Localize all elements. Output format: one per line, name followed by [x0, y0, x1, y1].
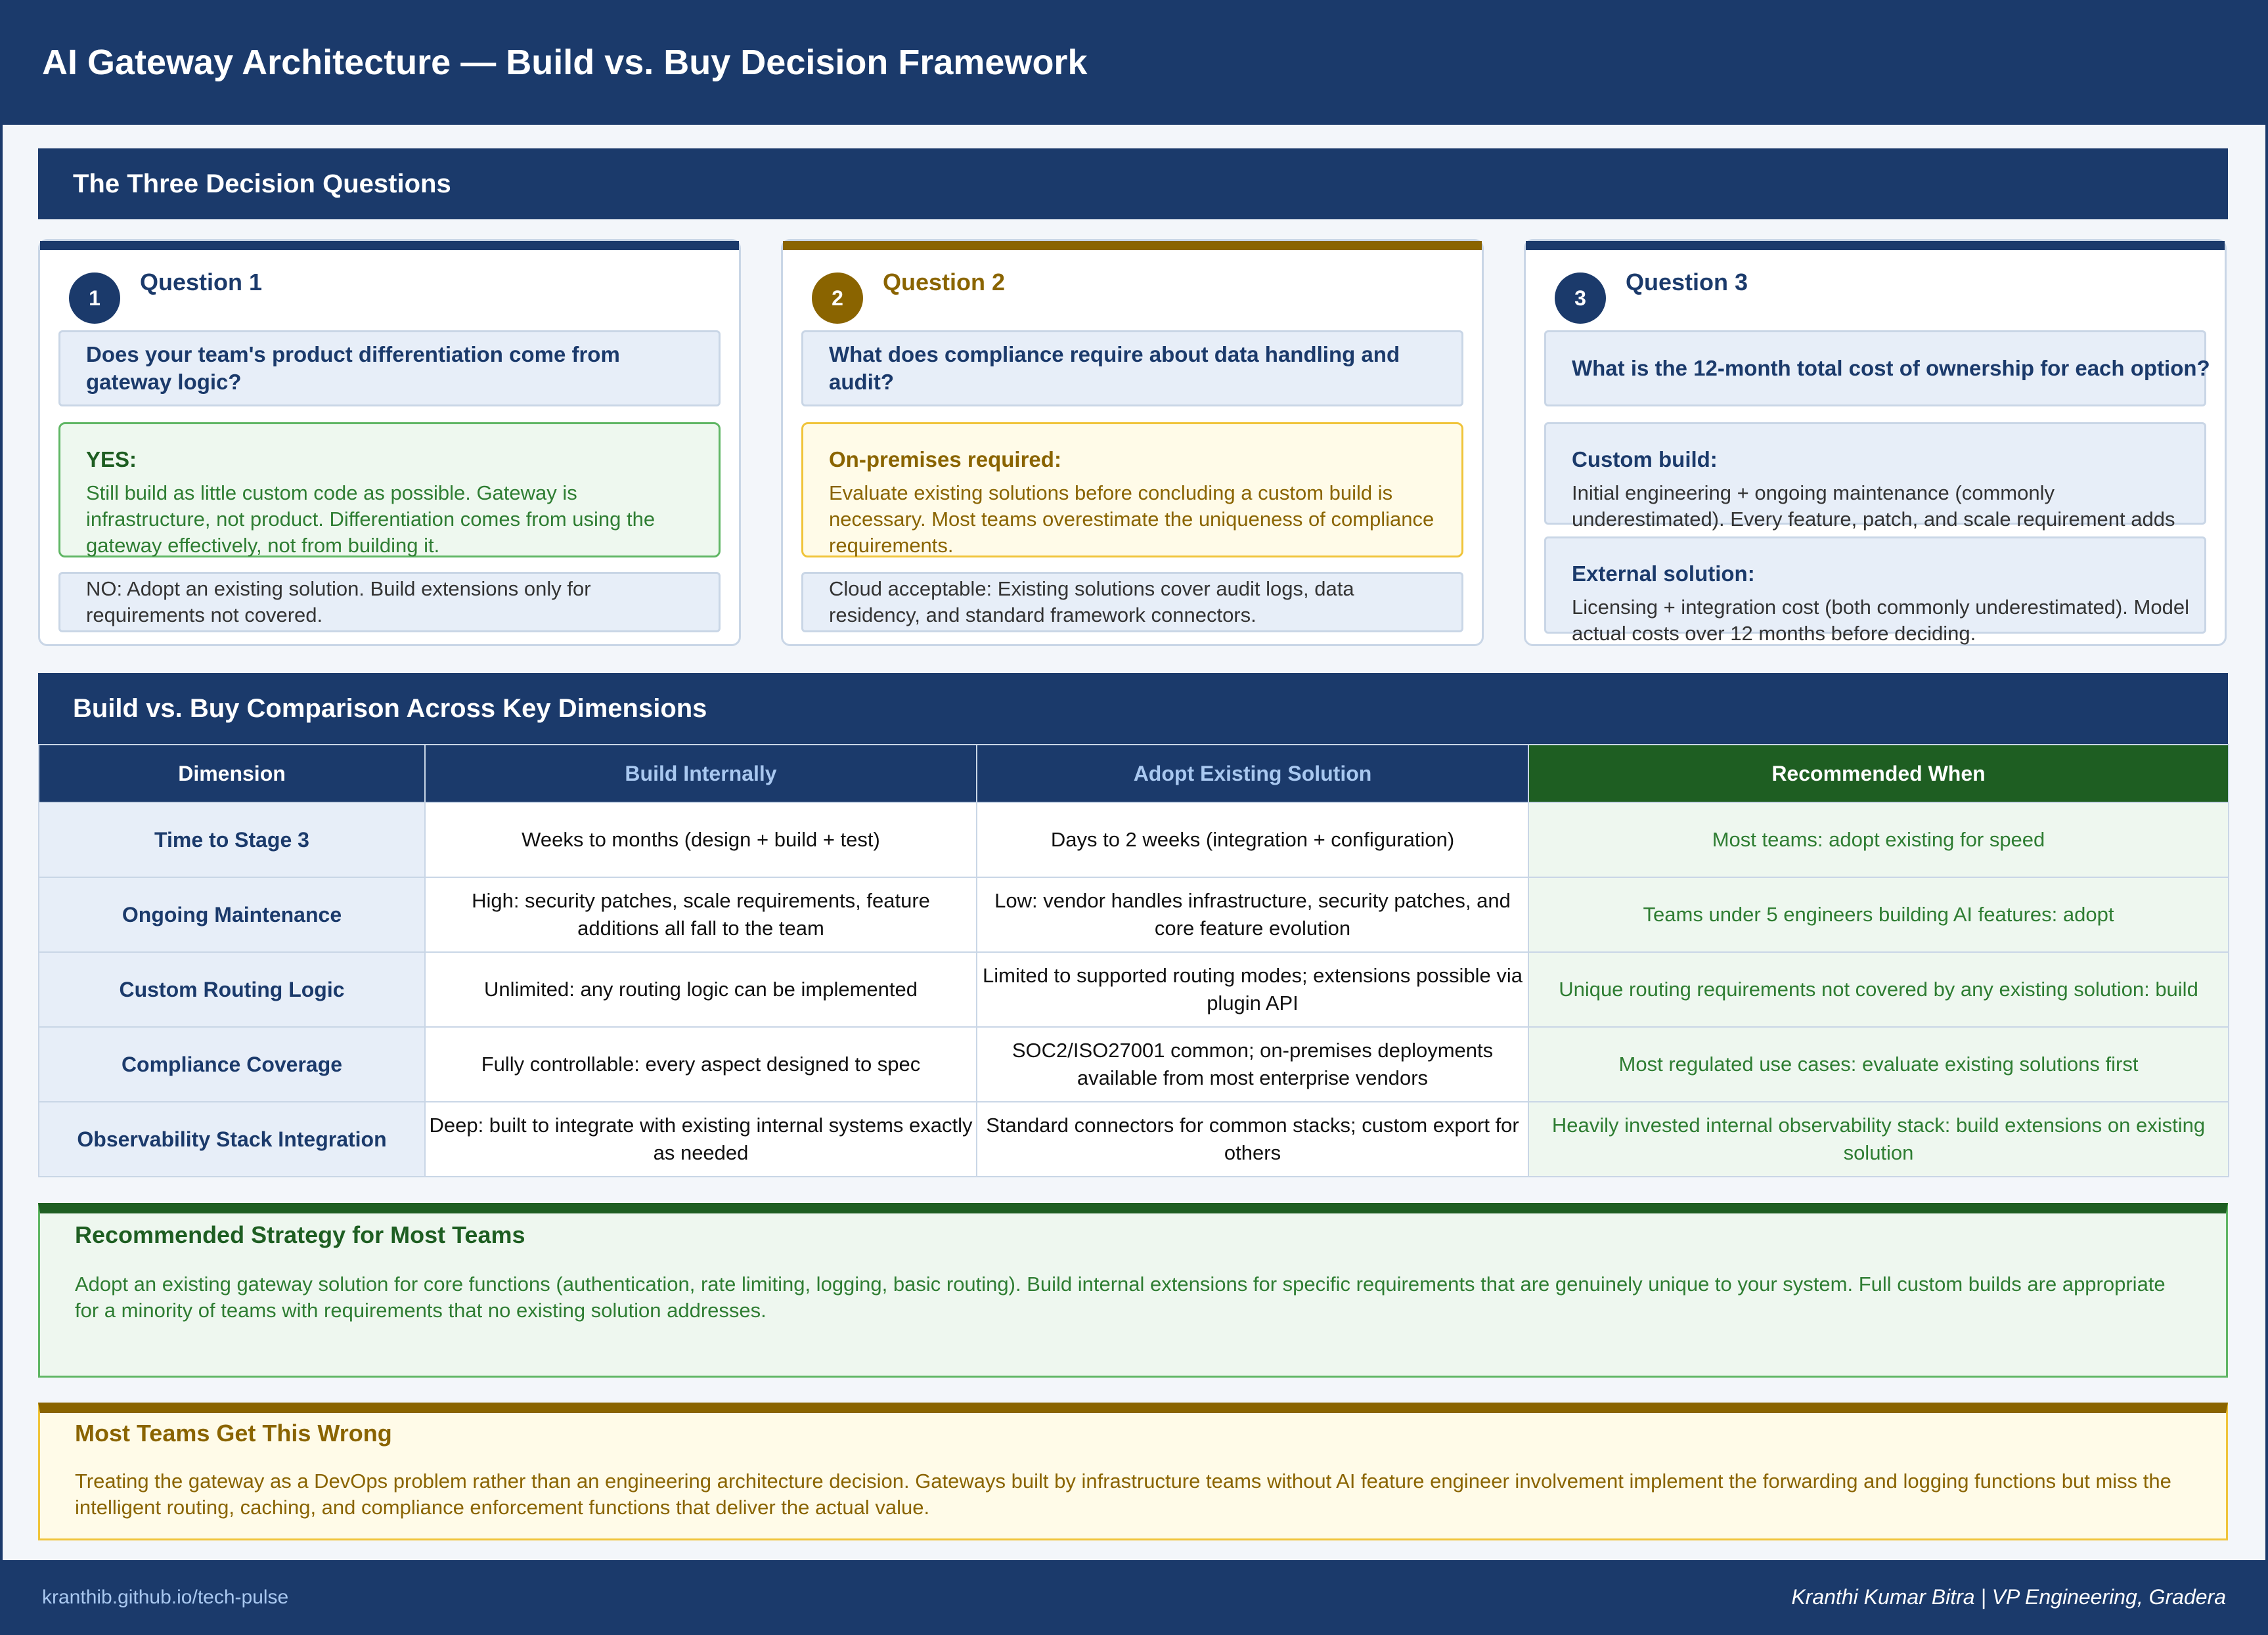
question-text [58, 330, 721, 406]
adopt-cell: SOC2/ISO27001 common; on-premises deployments available from most enterprise vendors [977, 1027, 1528, 1102]
yes-answer-body: Still build as little custom code as possible. Gateway is infrastructure, not product. Differentiation comes from using the gateway effectively, not from building it. [86, 481, 656, 557]
yes-answer-title: YES: [86, 447, 137, 471]
dimension-cell: Compliance Coverage [39, 1027, 425, 1102]
page-title: AI Gateway Architecture — Build vs. Buy Decision Framework [42, 43, 1088, 82]
custom-build-body: Initial engineering + ongoing maintenance (commonly underestimated). Every feature, patch, and scale requirement adds [1572, 481, 2175, 531]
page-footer [0, 1560, 2268, 1635]
card-accent-bar [1526, 241, 2225, 250]
question-label: Question 2 [883, 269, 1006, 295]
cloud-acceptable-note: Cloud acceptable: Existing solutions cover audit logs, data residency, and standard framework connectors. [801, 572, 1463, 632]
question-label: Question 3 [1626, 269, 1748, 295]
strategy-body: Adopt an existing gateway solution for core functions (authentication, rate limiting, logging, basic routing). Build internal extensions for specific requirements that are genuinely unique to your system. Full custom builds are appropriate for a minority of teams with requirements that no existing solution addresses. [75, 1273, 2166, 1322]
recommended-cell: Unique routing requirements not covered by any existing solution: build [1528, 952, 2229, 1027]
question-number-badge: 2 [812, 272, 863, 324]
question-card-2 [781, 239, 1484, 646]
dimension-cell: Observability Stack Integration [39, 1102, 425, 1177]
question-text-content: What does compliance require about data handling and audit? [829, 342, 1400, 394]
table-row [39, 1102, 2229, 1177]
adopt-cell: Limited to supported routing modes; extensions possible via plugin API [977, 952, 1528, 1027]
on-premises-title: On-premises required: [829, 447, 1061, 471]
warning-title: Most Teams Get This Wrong [75, 1420, 392, 1447]
questions-section-heading: The Three Decision Questions [38, 148, 2228, 219]
recommended-cell: Teams under 5 engineers building AI features: adopt [1528, 877, 2229, 952]
recommended-cell: Most regulated use cases: evaluate existing solutions first [1528, 1027, 2229, 1102]
adopt-cell: Low: vendor handles infrastructure, security patches, and core feature evolution [977, 877, 1528, 952]
external-solution-body: Licensing + integration cost (both commonly underestimated). Model actual costs over 12 months before deciding. [1572, 596, 2189, 645]
warning-body: Treating the gateway as a DevOps problem rather than an engineering architecture decision. Gateways built by infrastructure teams without AI feature engineer involvement implement the forwarding and logging functions but miss the intelligent routing, caching, and compliance enforcement functions that deliver the actual value. [75, 1470, 2171, 1519]
question-number-badge: 1 [69, 272, 120, 324]
table-header-row [39, 745, 2229, 802]
table-row [39, 877, 2229, 952]
custom-build-title: Custom build: [1572, 447, 1718, 471]
recommended-cell: Most teams: adopt existing for speed [1528, 802, 2229, 877]
question-label: Question 1 [140, 269, 263, 295]
footer-author: Kranthi Kumar Bitra | VP Engineering, Gradera [1791, 1585, 2226, 1609]
question-text-content: Does your team's product differentiation come from gateway logic? [86, 342, 620, 394]
recommended-cell: Heavily invested internal observability stack: build extensions on existing solution [1528, 1102, 2229, 1177]
on-premises-box [801, 422, 1463, 557]
question-card-3 [1524, 239, 2227, 646]
on-premises-body: Evaluate existing solutions before concluding a custom build is necessary. Most teams overestimate the uniqueness of compliance requirements. [829, 481, 1434, 557]
adopt-cell: Standard connectors for common stacks; custom export for others [977, 1102, 1528, 1177]
comparison-table [38, 744, 2229, 1177]
table-row [39, 1027, 2229, 1102]
build-cell: Unlimited: any routing logic can be implemented [425, 952, 977, 1027]
strategy-title: Recommended Strategy for Most Teams [75, 1221, 525, 1248]
no-answer-note: NO: Adopt an existing solution. Build extensions only for requirements not covered. [58, 572, 721, 632]
question-text-content: What is the 12-month total cost of ownership for each option? [1572, 356, 2210, 380]
external-solution-title: External solution: [1572, 561, 1755, 586]
table-row [39, 802, 2229, 877]
recommended-strategy-callout [38, 1203, 2228, 1378]
question-text [801, 330, 1463, 406]
comparison-section-heading: Build vs. Buy Comparison Across Key Dimensions [38, 673, 2228, 744]
dimension-cell: Custom Routing Logic [39, 952, 425, 1027]
column-header-adopt: Adopt Existing Solution [977, 745, 1528, 802]
custom-build-cost-box [1544, 422, 2206, 531]
dimension-cell: Ongoing Maintenance [39, 877, 425, 952]
question-text [1544, 330, 2210, 406]
build-cell: Fully controllable: every aspect designed to spec [425, 1027, 977, 1102]
build-cell: Deep: built to integrate with existing internal systems exactly as needed [425, 1102, 977, 1177]
question-number-badge: 3 [1555, 272, 1606, 324]
card-accent-bar [40, 241, 739, 250]
yes-answer-box [58, 422, 721, 557]
page-header [0, 0, 2268, 125]
build-cell: Weeks to months (design + build + test) [425, 802, 977, 877]
column-header-dimension: Dimension [39, 745, 425, 802]
question-card-1 [38, 239, 741, 646]
column-header-recommended: Recommended When [1528, 745, 2229, 802]
dimension-cell: Time to Stage 3 [39, 802, 425, 877]
build-cell: High: security patches, scale requirements, feature additions all fall to the team [425, 877, 977, 952]
table-row [39, 952, 2229, 1027]
adopt-cell: Days to 2 weeks (integration + configuration) [977, 802, 1528, 877]
common-mistake-callout [38, 1403, 2228, 1540]
card-accent-bar [783, 241, 1482, 250]
column-header-build: Build Internally [425, 745, 977, 802]
external-solution-cost-box [1544, 536, 2206, 645]
footer-link[interactable]: kranthib.github.io/tech-pulse [42, 1586, 289, 1608]
